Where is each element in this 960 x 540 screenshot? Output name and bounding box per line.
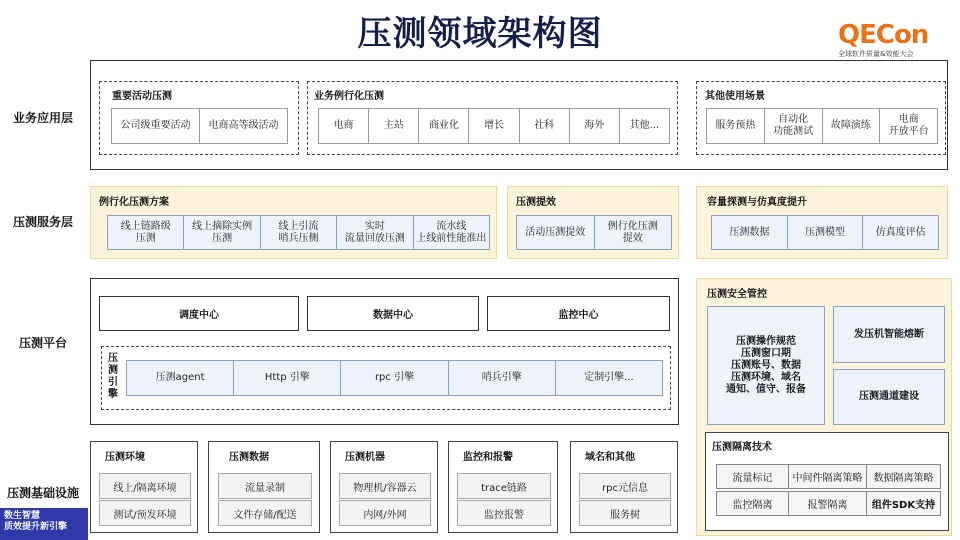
safety-ops-card: 压测操作规范 压测窗口期 压测账号、数据 压测环境、域名 通知、值守、报备 xyxy=(707,306,825,425)
group-title: 压测机器 xyxy=(345,452,385,463)
layer-label-business: 业务应用层 xyxy=(12,111,73,125)
capacity-item: 压测模型 xyxy=(788,216,864,249)
group-title: 压测环境 xyxy=(105,452,145,463)
engine-item: 定制引擎... xyxy=(584,372,634,383)
group-title: 例行化压测方案 xyxy=(99,197,169,208)
isolation-item: 数据隔离策略 xyxy=(866,464,941,489)
group-title: 监控和报警 xyxy=(463,452,513,463)
safety-panel xyxy=(696,278,952,536)
infra-item: 流量录制 xyxy=(218,473,312,499)
safety-title: 压测安全管控 xyxy=(707,289,767,300)
infra-domain xyxy=(570,441,678,533)
isolation-item: 报警隔离 xyxy=(788,491,867,516)
service-group-efficiency xyxy=(507,186,679,259)
routine-item: 增长 xyxy=(469,109,519,143)
infra-item: 物理机/容器云 xyxy=(339,473,431,499)
efficiency-item: 活动压测提效 xyxy=(517,216,595,249)
efficiency-row xyxy=(516,215,672,250)
infra-item: 内网/外网 xyxy=(339,500,431,526)
plan-item: 线上链路级 压测 xyxy=(108,216,184,249)
group-title: 其他使用场景 xyxy=(705,91,765,102)
infra-monitor xyxy=(448,441,558,533)
activity-item: 公司级重要活动 xyxy=(112,109,200,143)
other-item: 电商 开放平台 xyxy=(888,114,929,137)
infra-item: 服务树 xyxy=(579,500,671,526)
layer-label-infra: 压测基础设施 xyxy=(6,486,79,500)
monitor-center: 监控中心 xyxy=(487,296,670,331)
watermark-line: 数生智慧 xyxy=(4,511,41,521)
group-title: 重要活动压测 xyxy=(112,91,172,102)
plan-item: 线上引流 哨兵压侧 xyxy=(261,216,337,249)
routine-item: 社科 xyxy=(520,109,570,143)
routine-item: 电商 xyxy=(319,109,369,143)
capacity-item: 压测数据 xyxy=(712,216,788,249)
business-activity-row xyxy=(111,108,288,144)
isolation-title: 压测隔离技术 xyxy=(712,442,772,453)
plan-item: 实时 流量回放压测 xyxy=(337,216,413,249)
engine-item: Http 引擎 xyxy=(234,361,341,395)
other-item: 故障演练 xyxy=(823,109,881,143)
routine-item: 其他... xyxy=(629,120,660,131)
infra-env xyxy=(90,441,198,533)
layer-label-platform: 压测平台 xyxy=(18,336,67,350)
group-title: 业务例行化压测 xyxy=(314,91,384,102)
engine-row xyxy=(126,360,663,396)
plan-item: 线上摘除实例 压测 xyxy=(184,216,260,249)
logo-mark: QECon xyxy=(838,20,929,50)
business-group-routine xyxy=(307,81,678,155)
service-group-routine-plan xyxy=(90,186,497,259)
group-title: 容量探测与仿真度提升 xyxy=(707,197,807,208)
plan-item: 流水线 上线前性能准出 xyxy=(416,220,487,244)
isolation-panel xyxy=(705,432,949,531)
layer-label-service: 压测服务层 xyxy=(12,215,73,229)
business-group-other xyxy=(696,81,946,155)
scheduling-center: 调度中心 xyxy=(99,296,299,331)
infra-item: rpc元信息 xyxy=(579,473,671,499)
logo-subtitle: 全球软件质量&效能大会 xyxy=(838,50,914,58)
infra-machine xyxy=(330,441,438,533)
capacity-item: 仿真度评估 xyxy=(875,226,926,238)
routine-item: 主站 xyxy=(369,109,419,143)
engine-item: 压测agent xyxy=(127,361,234,395)
routine-item: 海外 xyxy=(570,109,620,143)
engine-label: 压 测 引 擎 xyxy=(108,353,118,400)
business-other-row xyxy=(706,108,938,144)
infra-item: trace链路 xyxy=(457,473,551,499)
safety-channel-card: 压测通道建设 xyxy=(833,369,945,425)
isolation-item: 监控隔离 xyxy=(716,491,789,516)
group-title: 压测数据 xyxy=(229,452,269,463)
isolation-item: 中间件隔离策略 xyxy=(788,464,867,489)
infra-item: 监控报警 xyxy=(457,500,551,526)
capacity-row xyxy=(711,215,939,250)
routine-item: 商业化 xyxy=(419,109,469,143)
platform-panel xyxy=(90,278,679,425)
other-item: 服务预热 xyxy=(707,109,765,143)
infra-item: 线上/隔离环境 xyxy=(99,473,191,499)
isolation-item: 流量标记 xyxy=(716,464,789,489)
engine-item: rpc 引擎 xyxy=(341,361,448,395)
data-center: 数据中心 xyxy=(307,296,479,331)
engine-item: 哨兵引擎 xyxy=(449,361,556,395)
other-item: 自动化 功能测试 xyxy=(765,109,823,143)
event-watermark xyxy=(0,508,88,540)
infra-data xyxy=(208,441,320,533)
business-group-activity xyxy=(99,81,299,155)
service-group-capacity xyxy=(696,186,948,259)
engine-group xyxy=(101,346,671,410)
page-title: 压测领域架构图 xyxy=(357,14,603,54)
group-title: 压测提效 xyxy=(516,197,556,208)
safety-fuse-card: 发压机智能熔断 xyxy=(833,306,945,363)
group-title: 域名和其他 xyxy=(585,452,635,463)
infra-item: 测试/预发环境 xyxy=(99,500,191,526)
activity-item: 电商高等级活动 xyxy=(208,120,279,131)
business-routine-row xyxy=(318,108,670,144)
infra-item: 文件存储/配送 xyxy=(218,500,312,526)
efficiency-item: 例行化压测 提效 xyxy=(607,220,658,244)
isolation-item: 组件SDK支持 xyxy=(866,491,941,516)
routine-plan-row xyxy=(107,215,490,250)
qecon-logo xyxy=(838,22,953,59)
watermark-line: 质效提升新引擎 xyxy=(4,522,68,532)
